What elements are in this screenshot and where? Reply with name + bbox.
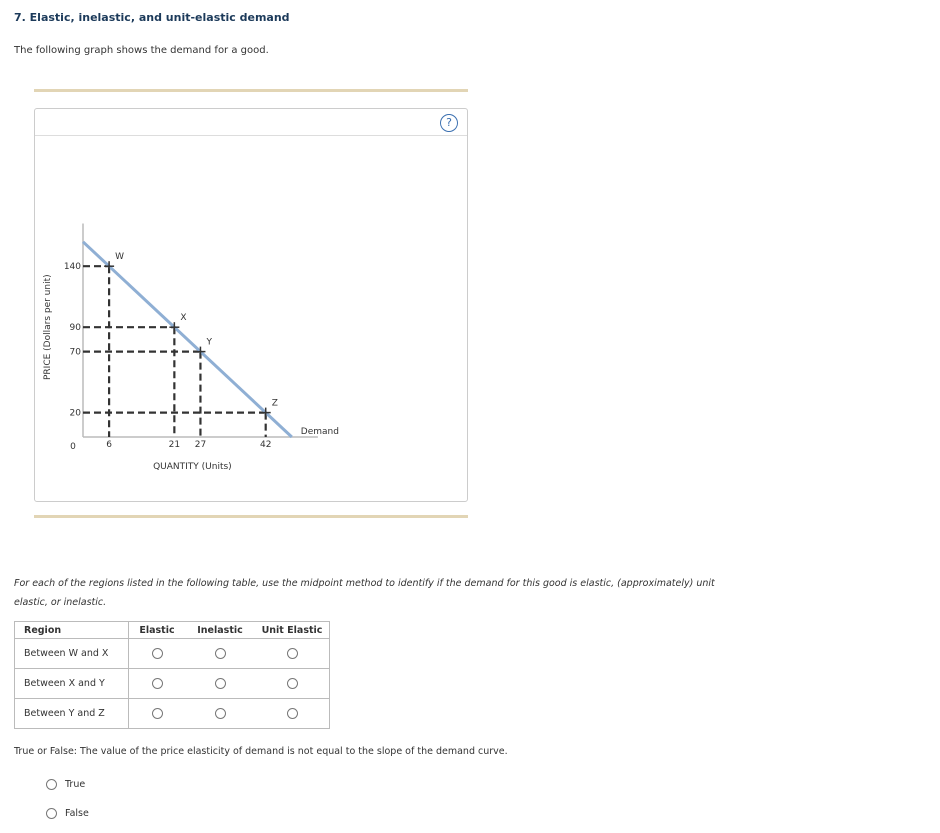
radio-xy-inelastic[interactable] xyxy=(185,669,255,699)
x-tick-label: 6 xyxy=(106,440,112,450)
radio-yz-elastic[interactable] xyxy=(129,699,186,729)
radio-yz-inelastic[interactable] xyxy=(185,699,255,729)
radio-circle[interactable] xyxy=(46,808,57,819)
elasticity-table xyxy=(14,621,330,729)
point-label-W: W xyxy=(115,252,125,263)
radio-circle[interactable] xyxy=(152,648,163,659)
radio-circle[interactable] xyxy=(215,708,226,719)
region-label: Between W and X xyxy=(15,639,129,669)
point-label-X: X xyxy=(180,313,187,324)
y-tick-label: 70 xyxy=(69,347,81,358)
header-elastic: Elastic xyxy=(129,622,186,639)
graph-panel xyxy=(34,108,468,502)
x-tick-label: 42 xyxy=(259,440,272,450)
point-label-Z: Z xyxy=(271,398,278,409)
demand-label: Demand xyxy=(300,427,339,437)
option-true[interactable] xyxy=(46,779,85,790)
x-tick-label: 21 xyxy=(168,440,181,450)
question-mark-icon[interactable]: ? xyxy=(440,114,458,132)
header-inelastic: Inelastic xyxy=(185,622,255,639)
x-tick-label: 27 xyxy=(194,440,207,450)
table-row xyxy=(15,669,330,699)
radio-wx-inelastic[interactable] xyxy=(185,639,255,669)
radio-circle[interactable] xyxy=(287,708,298,719)
true-false-question: True or False: The value of the price elasticity of demand is not equal to the slope of the demand curve. xyxy=(14,746,508,757)
radio-wx-unit[interactable] xyxy=(255,639,330,669)
table-row xyxy=(15,639,330,669)
origin-label: 0 xyxy=(70,442,76,452)
demand-chart xyxy=(35,109,467,501)
header-region: Region xyxy=(15,622,129,639)
table-row xyxy=(15,699,330,729)
radio-circle[interactable] xyxy=(215,678,226,689)
radio-circle[interactable] xyxy=(152,678,163,689)
option-true-label: True xyxy=(65,779,86,790)
bottom-divider xyxy=(34,515,468,518)
header-unit-elastic: Unit Elastic xyxy=(255,622,330,639)
radio-circle[interactable] xyxy=(287,648,298,659)
y-tick-label: 20 xyxy=(69,408,81,419)
radio-wx-elastic[interactable] xyxy=(129,639,186,669)
demand-line xyxy=(83,242,292,437)
y-tick-label: 90 xyxy=(69,323,81,334)
region-label: Between Y and Z xyxy=(15,699,129,729)
table-header-row xyxy=(15,622,330,639)
radio-yz-unit[interactable] xyxy=(255,699,330,729)
question-title: 7. Elastic, inelastic, and unit-elastic demand xyxy=(14,11,290,24)
radio-xy-elastic[interactable] xyxy=(129,669,186,699)
radio-circle[interactable] xyxy=(215,648,226,659)
top-divider xyxy=(34,89,468,92)
x-axis-title: QUANTITY (Units) xyxy=(153,462,232,472)
option-false[interactable] xyxy=(46,808,89,819)
point-label-Y: Y xyxy=(206,337,212,348)
question-intro: The following graph shows the demand for a good. xyxy=(14,45,269,56)
option-false-label: False xyxy=(65,808,89,819)
y-tick-label: 140 xyxy=(63,262,81,273)
radio-circle[interactable] xyxy=(46,779,57,790)
y-axis-title: PRICE (Dollars per unit) xyxy=(43,274,53,381)
radio-circle[interactable] xyxy=(287,678,298,689)
instruction-text: For each of the regions listed in the following table, use the midpoint method to identify if the demand for this good is elastic, (approximately) unit elastic, or inelastic. xyxy=(14,578,715,608)
radio-xy-unit[interactable] xyxy=(255,669,330,699)
region-label: Between X and Y xyxy=(15,669,129,699)
radio-circle[interactable] xyxy=(152,708,163,719)
